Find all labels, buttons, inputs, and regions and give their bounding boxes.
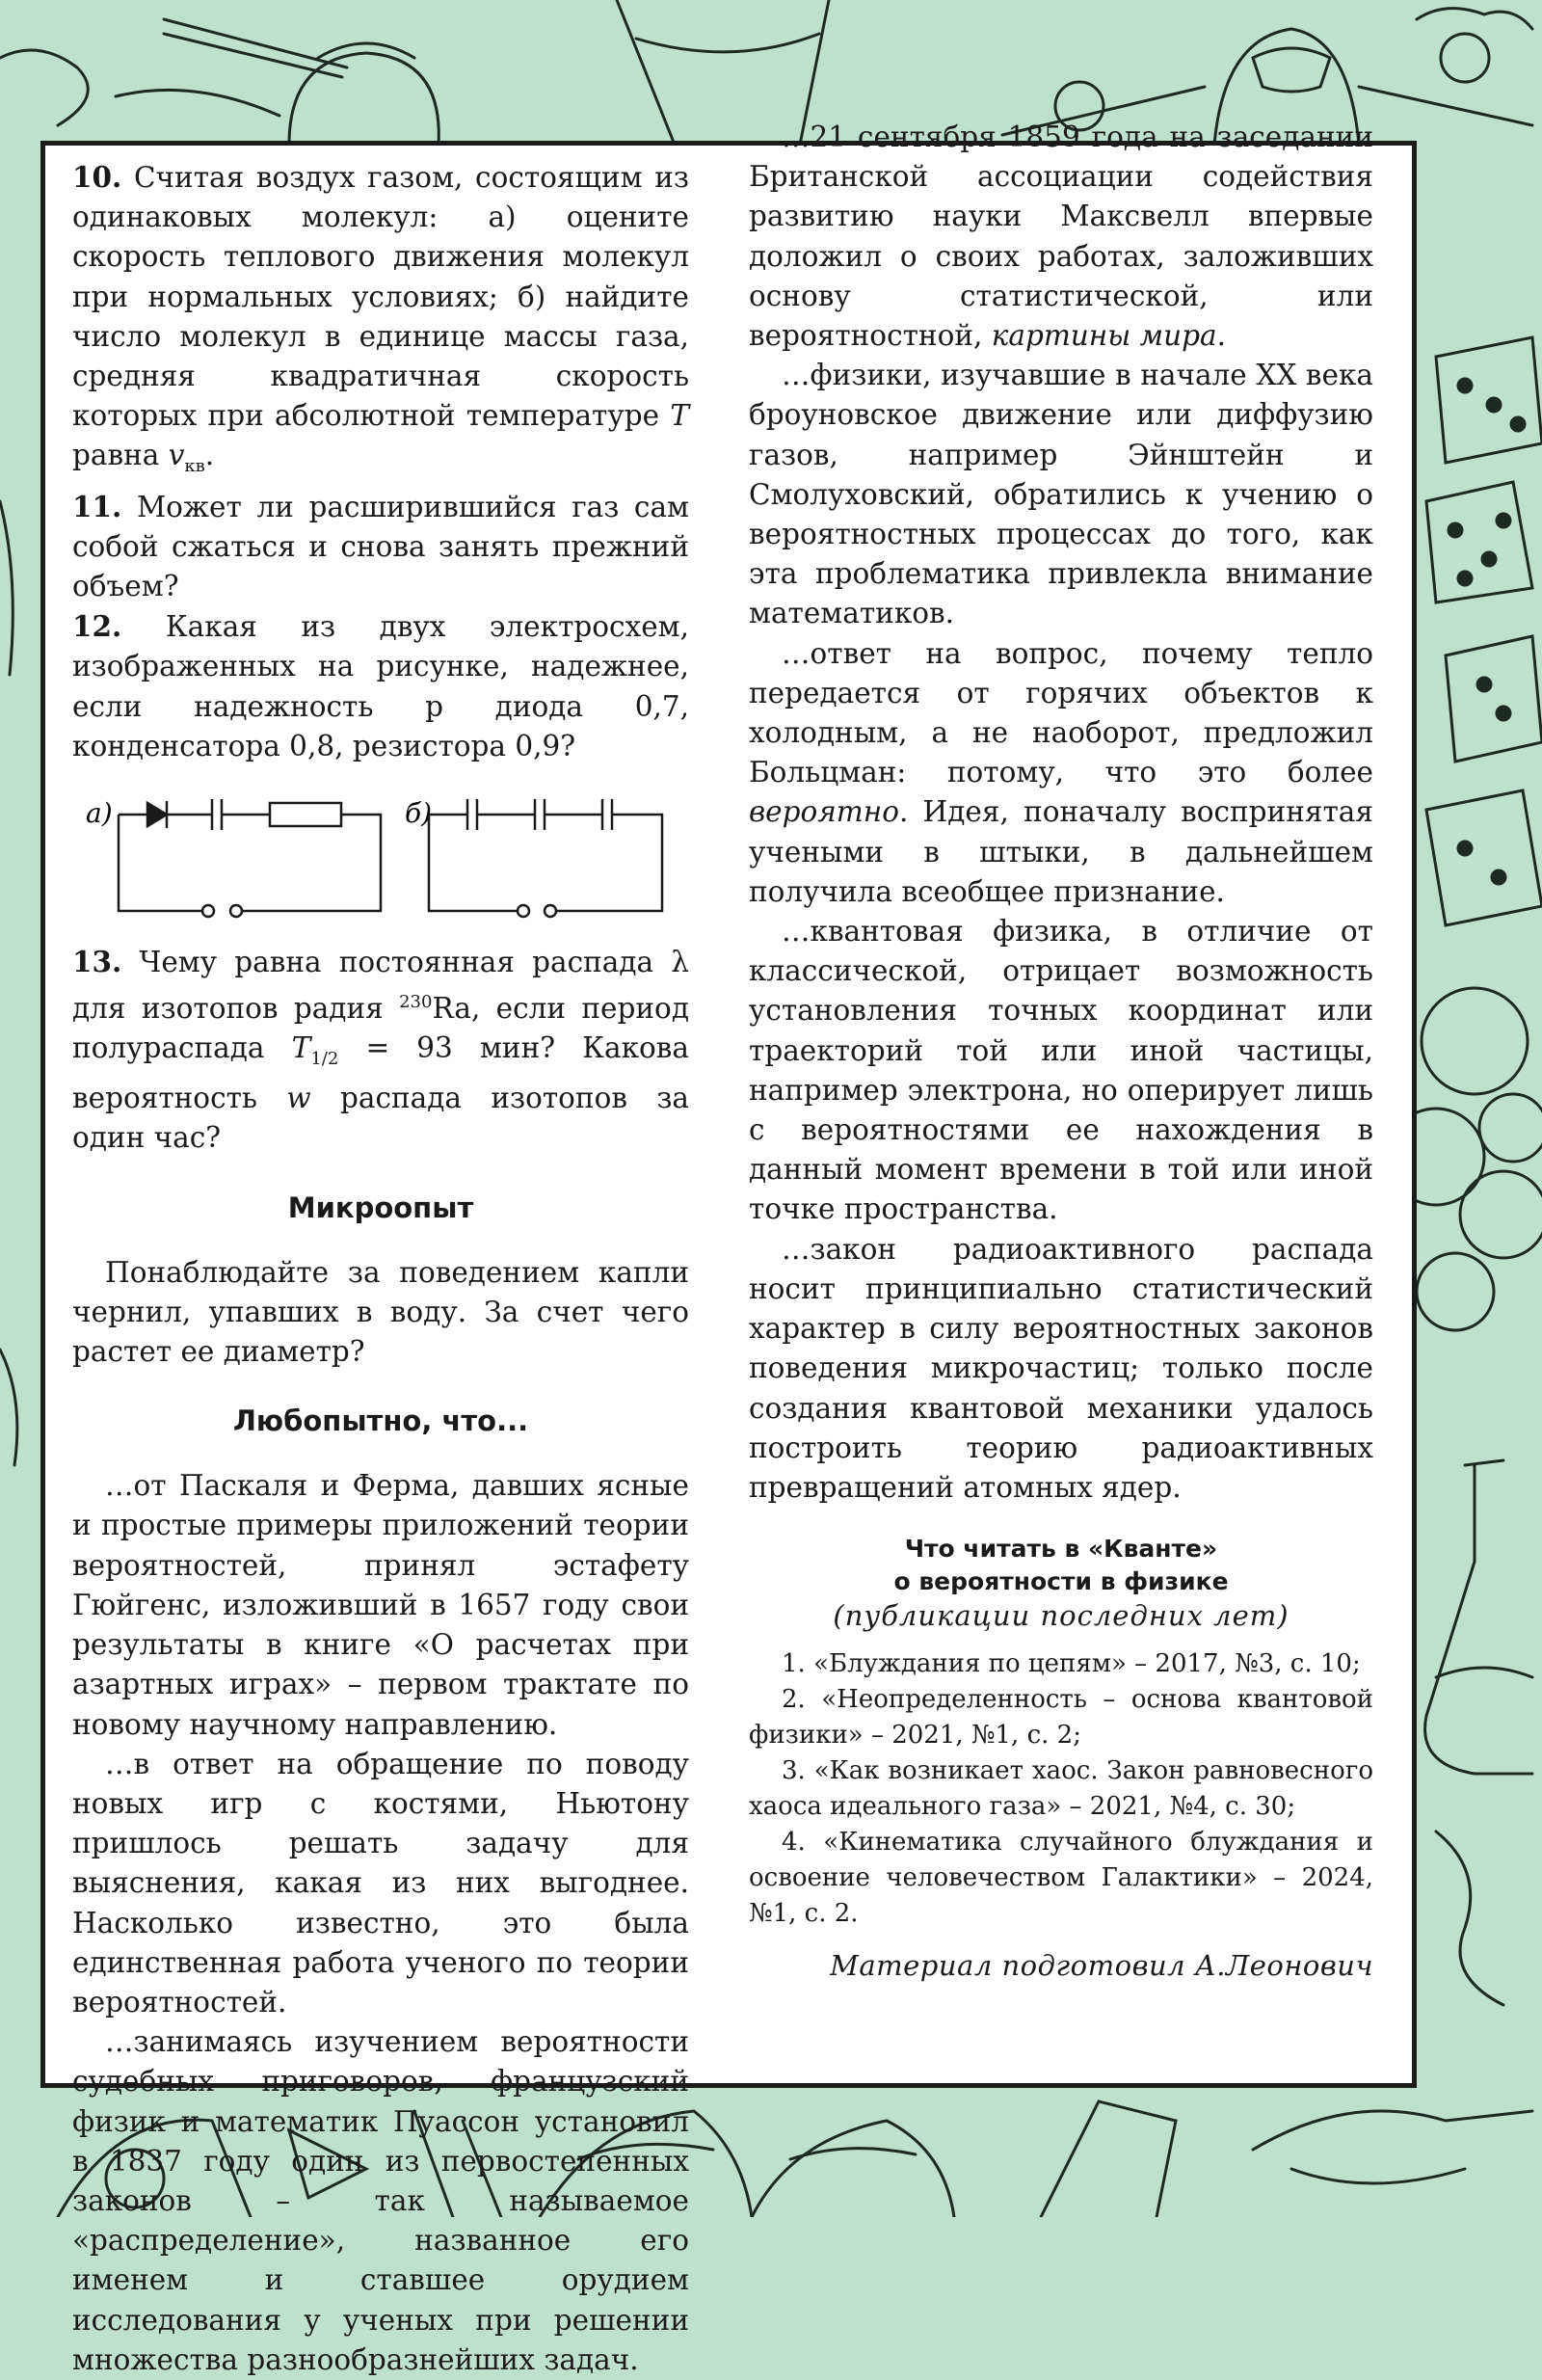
jet-sketch [1253,2111,1532,2150]
reading-list [749,1646,1373,1932]
author-signature: Материал подготовил А.Леонович [830,1949,1373,1983]
cloud-sketch [1417,9,1532,29]
curious-heading: Любопытно, что... [232,1404,529,1438]
left-column [72,157,689,2380]
dice-sketch [1426,337,1542,925]
reading-ref-1: 1. «Блуждания по цепям» – 2017, №3, с. 10; [782,1649,1361,1679]
capacitor-symbol-1 [467,799,477,830]
problem-11: 11. Может ли расширившийся газ сам собой сжаться и снова занять прежний объем? [72,489,689,602]
flask-sketch [1425,1460,1532,1774]
micro-heading: Микроопыт [287,1190,474,1224]
problem-10: 10. Считая воздух газом, состоящим из одинаковых молекул: а) оцените скорость теплового движения молекул при нормальных условиях; б) найдите число молекул в единице массы газа, средняя квадратичная скорость которых при абсолютной температуре T равна $v_{кв}$. [72,160,689,477]
curious-para-4: …21 сентября 1859 года на заседании Британской ассоциации содействия развитию науки Максвелл впервые доложил о своих работах, заложивших основу статистической, или вероятностной, картины мира. [749,120,1373,353]
capacitor-symbol-2 [535,799,545,830]
reading-ref-3: 3. «Как возникает хаос. Закон равновесного хаоса идеального газа» – 2021, №4, с. 30; [749,1756,1373,1822]
reading-ref-4: 4. «Кинематика случайного блуждания и освоение человечеством Галактики» – 2024, №1, с. 2. [749,1828,1373,1929]
circuit-b [429,799,662,917]
capacitor-symbol-3 [602,799,612,830]
circuit-a [119,799,381,917]
reading-subheading: (публикации последних лет) [833,1599,1289,1633]
ink-pot-sketch [116,19,439,145]
curious-para-5: …физики, изучавшие в начале XX века броуновское движение или диффузию газов, например Эйнштейн и Смолуховский, обратились к учению о вероятностных процессах до того, как эта проблематика привлекла внимание математиков. [749,359,1373,630]
reading-ref-2: 2. «Неопределенность – основа квантовой физики» – 2021, №1, с. 2; [749,1685,1373,1751]
curious-para-8: …закон радиоактивного распада носит принципиально статистический характер в силу вероятностных законов поведения микрочастиц; только после создания квантовой механики удалось построить теорию радиоактивных превращений атомных ядер. [749,1232,1373,1504]
resistor-symbol [270,803,341,826]
problem-13: 13. Чему равна постоянная распада λ для изотопов радия $^{230}$Ra, если период полураспада $T_{1/2} = 93$ мин? Какова вероятность w распада изотопов за один час? [72,944,690,1155]
right-column [749,118,1373,1982]
curious-para-1: …от Паскаля и Ферма, давших ясные и простые примеры приложений теории вероятностей, принял эстафету Гюйгенс, изложивший в 1657 году свои результаты в книге «О расчетах при азартных играх» – первом трактате по новому научному направлению. [72,1469,689,1741]
article-page [40,120,1417,2376]
curious-para-3: …занимаясь изучением вероятности судебных приговоров, французский физик и математик Пуассон установил в 1837 году один из первостепенных законов – так называемое «распределение», названное его именем и ставшее орудием исследования у ученых при решении множества разнообразнейших задач. [72,2025,689,2376]
curious-para-7: …квантовая физика, в отличие от классической, отрицает возможность установления точных координат или траекторий той или иной частицы, например электрона, но оперирует лишь с вероятностями ее нахождения в данный момент времени в той или иной точке пространства. [749,915,1373,1226]
curious-para-6: …ответ на вопрос, почему тепло передается от горячих объектов к холодным, а не наоборот, предложил Больцман: потому, что это более вероятно. Идея, поначалу воспринятая учеными в штыки, в дальнейшем получила всеобщее признание. [749,636,1373,908]
reading-heading: Что читать в «Кванте» о вероятности в физике [893,1535,1229,1596]
curious-para-2: …в ответ на обращение по поводу новых игр с костями, Ньютону пришлось решать задачу для выяснения, какая из них выгоднее. Насколько известно, это была единственная работа ученого по теории вероятностей. [72,1747,689,2019]
micro-text: Понаблюдайте за поведением капли чернил, упавших в воду. За счет чего растет ее диаметр? [72,1255,689,1369]
diode-symbol [147,803,167,826]
problem-12: 12. Какая из двух электросхем, изображенных на рисунке, надежнее, если надежность р диода 0,7, конденсатора 0,8, резистора 0,9? [72,609,689,762]
circuit-b-label: б) [405,796,433,829]
circuit-diagrams [72,788,689,924]
capacitor-symbol [212,799,222,830]
circuit-a-label: а) [86,796,113,829]
